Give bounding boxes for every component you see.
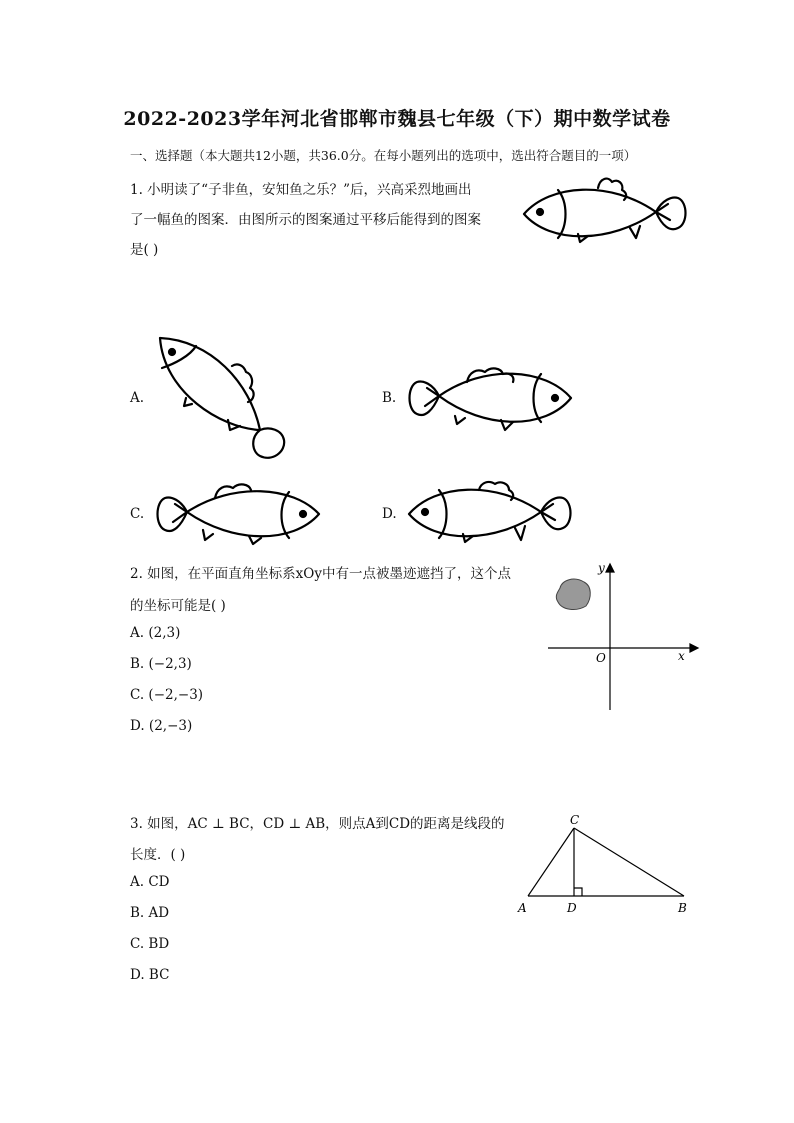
q1-option-b-label[interactable]: B.: [382, 390, 397, 406]
q2-option-d[interactable]: D. (2,−3): [130, 718, 193, 734]
q3-triangle-figure: [512, 808, 692, 918]
q1-option-d-label[interactable]: D.: [382, 506, 397, 522]
q2-option-b[interactable]: B. (−2,3): [130, 656, 192, 672]
q3-text-line1: 3. 如图，AC ⊥ BC，CD ⊥ AB，则点A到CD的距离是线段的: [130, 816, 505, 832]
q2-text-line2: 的坐标可能是( ): [130, 598, 226, 614]
label-a: A: [518, 901, 527, 915]
x-axis-arrow: [690, 644, 698, 652]
q3-option-c[interactable]: C. BD: [130, 936, 170, 952]
q2-option-c[interactable]: C. (−2,−3): [130, 687, 204, 703]
label-c: C: [570, 813, 580, 827]
segment-bc: [574, 828, 684, 896]
segment-ac: [528, 828, 574, 896]
section-heading: 一、选择题（本大题共12小题，共36.0分。在每小题列出的选项中，选出符合题目的一项）: [130, 148, 637, 163]
q1-option-c-label[interactable]: C.: [130, 506, 145, 522]
q1-option-c-fish[interactable]: [153, 480, 323, 550]
q1-option-b-fish[interactable]: [405, 364, 575, 434]
right-angle-mark: [574, 888, 582, 896]
q3-option-b[interactable]: B. AD: [130, 905, 170, 921]
label-d: D: [567, 901, 577, 915]
q2-coordinate-figure: [540, 560, 700, 720]
q1-text-line3: 是( ): [130, 242, 159, 258]
ink-blot: [556, 579, 590, 609]
q2-text-line1: 2. 如图，在平面直角坐标系xOy中有一点被墨迹遮挡了，这个点: [130, 566, 511, 582]
q3-text-line2: 长度．( ): [130, 847, 186, 863]
q1-text-line1: 1. 小明读了“子非鱼，安知鱼之乐？”后，兴高采烈地画出: [130, 182, 472, 198]
y-axis-arrow: [606, 564, 614, 572]
q1-reference-fish: [520, 178, 695, 248]
y-axis-label: y: [598, 561, 605, 575]
origin-label: O: [596, 651, 606, 665]
page-title: 2022-2023学年河北省邯郸市魏县七年级（下）期中数学试卷: [123, 108, 671, 130]
q1-option-a-label[interactable]: A.: [130, 390, 145, 406]
x-axis-label: x: [678, 649, 685, 663]
q1-text-line2: 了一幅鱼的图案．由图所示的图案通过平移后能得到的图案: [130, 212, 481, 228]
q1-option-a-fish[interactable]: [150, 332, 290, 462]
q2-option-a[interactable]: A. (2,3): [130, 625, 181, 641]
q3-option-d[interactable]: D. BC: [130, 967, 170, 983]
label-b: B: [678, 901, 687, 915]
q1-option-d-fish[interactable]: [405, 478, 575, 548]
q3-option-a[interactable]: A. CD: [130, 874, 170, 890]
